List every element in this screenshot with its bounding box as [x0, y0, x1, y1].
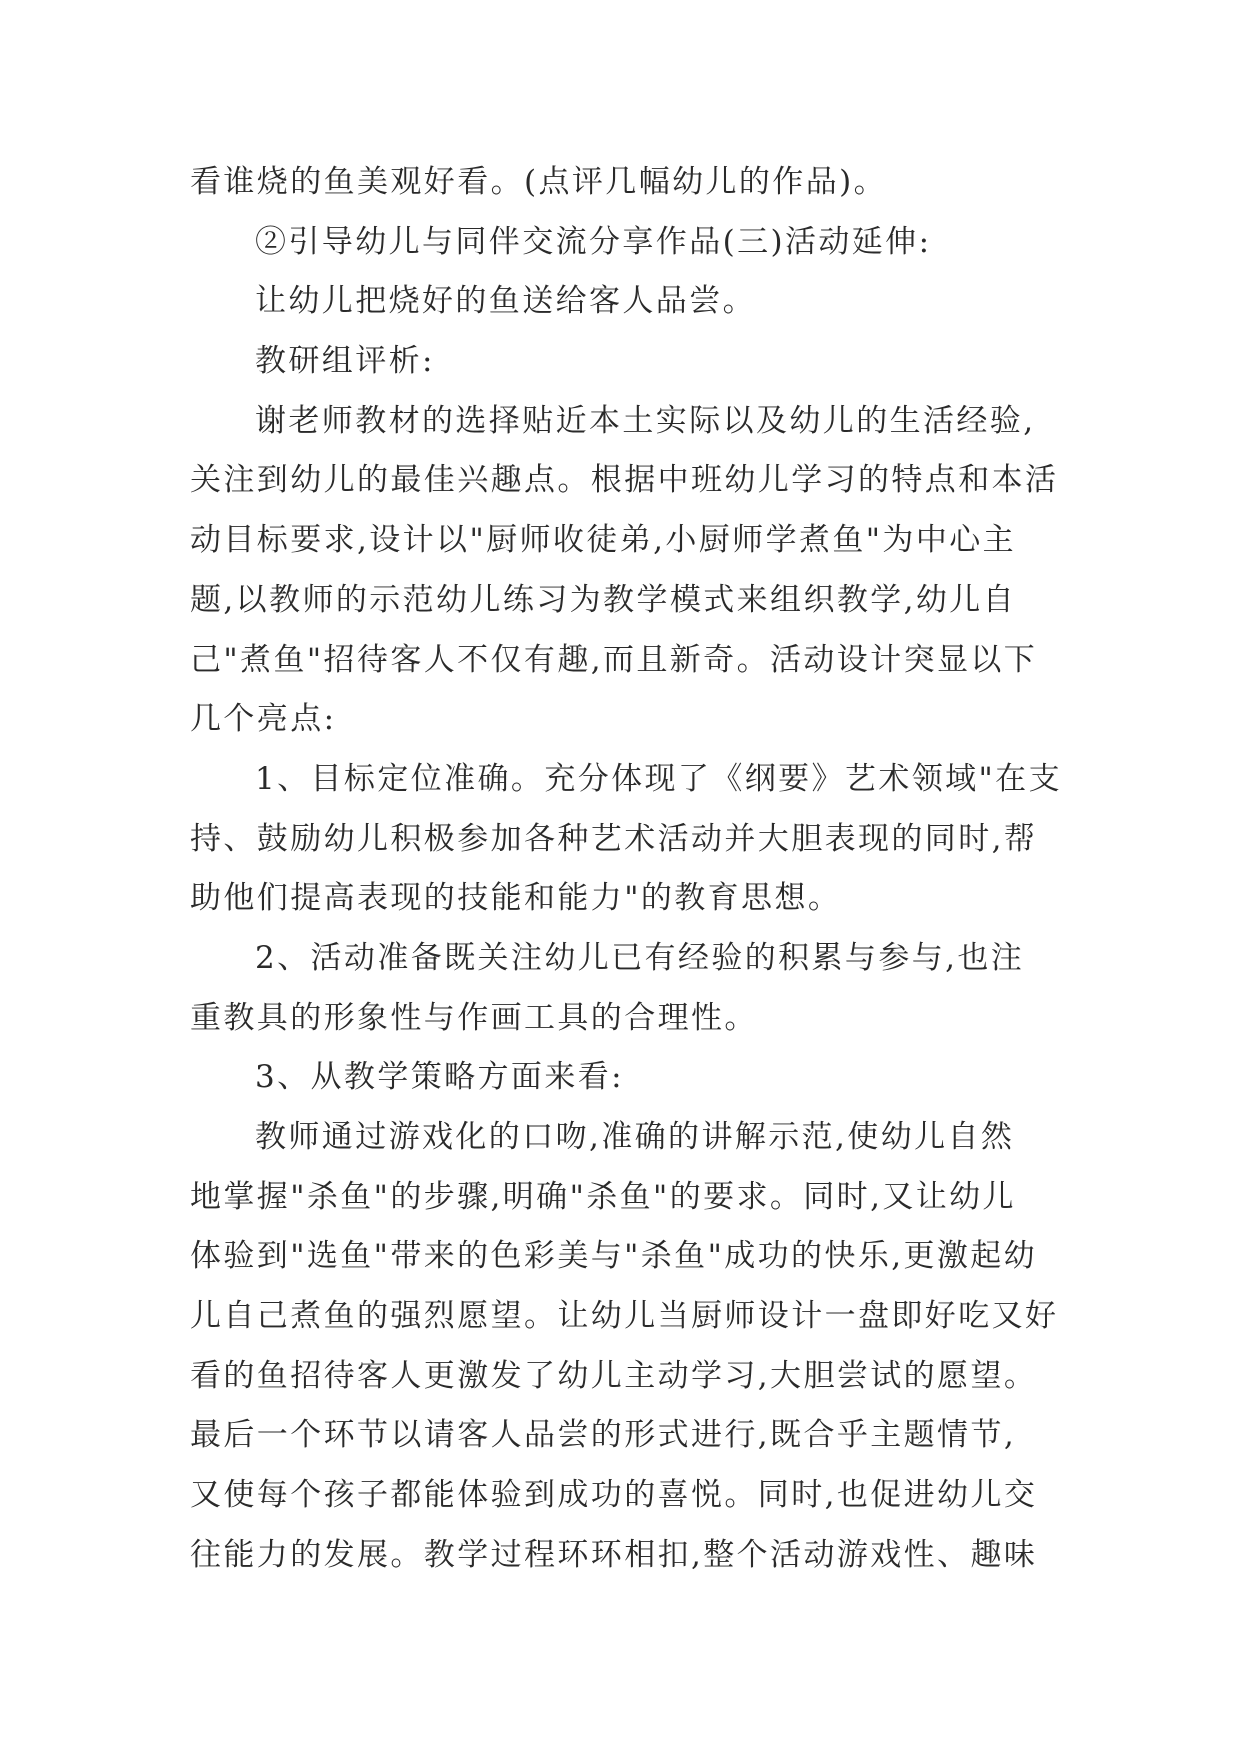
- text-line: 往能力的发展。教学过程环环相扣,整个活动游戏性、趣味: [190, 1536, 1038, 1573]
- document-body: [190, 153, 1060, 1586]
- text-line: 3、从教学策略方面来看:: [255, 1059, 624, 1096]
- text-line: 题,以教师的示范幼儿练习为教学模式来组织教学,幼儿自: [190, 581, 1017, 618]
- text-line: 地掌握"杀鱼"的步骤,明确"杀鱼"的要求。同时,又让幼儿: [190, 1178, 1016, 1215]
- text-line: 几个亮点:: [190, 701, 337, 738]
- text-line: 助他们提高表现的技能和能力"的教育思想。: [190, 880, 842, 917]
- text-line: 体验到"选鱼"带来的色彩美与"杀鱼"成功的快乐,更激起幼: [190, 1238, 1038, 1275]
- text-line: 1、目标定位准确。充分体现了《纲要》艺术领域"在支: [255, 760, 1062, 797]
- text-line: 又使每个孩子都能体验到成功的喜悦。同时,也促进幼儿交: [190, 1477, 1038, 1514]
- section-heading: 教研组评析:: [255, 343, 435, 380]
- text-line: 教师通过游戏化的口吻,准确的讲解示范,使幼儿自然: [255, 1119, 1015, 1155]
- text-line: 动目标要求,设计以"厨师收徒弟,小厨师学煮鱼"为中心主: [190, 522, 1017, 559]
- text-line: 看谁烧的鱼美观好看。(点评几幅幼儿的作品)。: [190, 164, 887, 200]
- text-line: 持、鼓励幼儿积极参加各种艺术活动并大胆表现的同时,帮: [190, 820, 1038, 857]
- text-line: 让幼儿把烧好的鱼送给客人品尝。: [255, 283, 756, 320]
- text-line: 最后一个环节以请客人品尝的形式进行,既合乎主题情节,: [190, 1417, 1017, 1454]
- text-line: 2、活动准备既关注幼儿已有经验的积累与参与,也注: [255, 939, 1025, 976]
- text-line: 关注到幼儿的最佳兴趣点。根据中班幼儿学习的特点和本活: [190, 462, 1059, 499]
- text-line: 看的鱼招待客人更激发了幼儿主动学习,大胆尝试的愿望。: [190, 1357, 1038, 1394]
- text-line: ②引导幼儿与同伴交流分享作品(三)活动延伸:: [255, 223, 932, 260]
- text-line: 谢老师教材的选择贴近本土实际以及幼儿的生活经验,: [255, 402, 1036, 439]
- text-line: 儿自己煮鱼的强烈愿望。让幼儿当厨师设计一盘即好吃又好: [190, 1298, 1059, 1335]
- text-line: 己"煮鱼"招待客人不仅有趣,而且新奇。活动设计突显以下: [190, 641, 1038, 678]
- text-line: 重教具的形象性与作画工具的合理性。: [190, 999, 758, 1036]
